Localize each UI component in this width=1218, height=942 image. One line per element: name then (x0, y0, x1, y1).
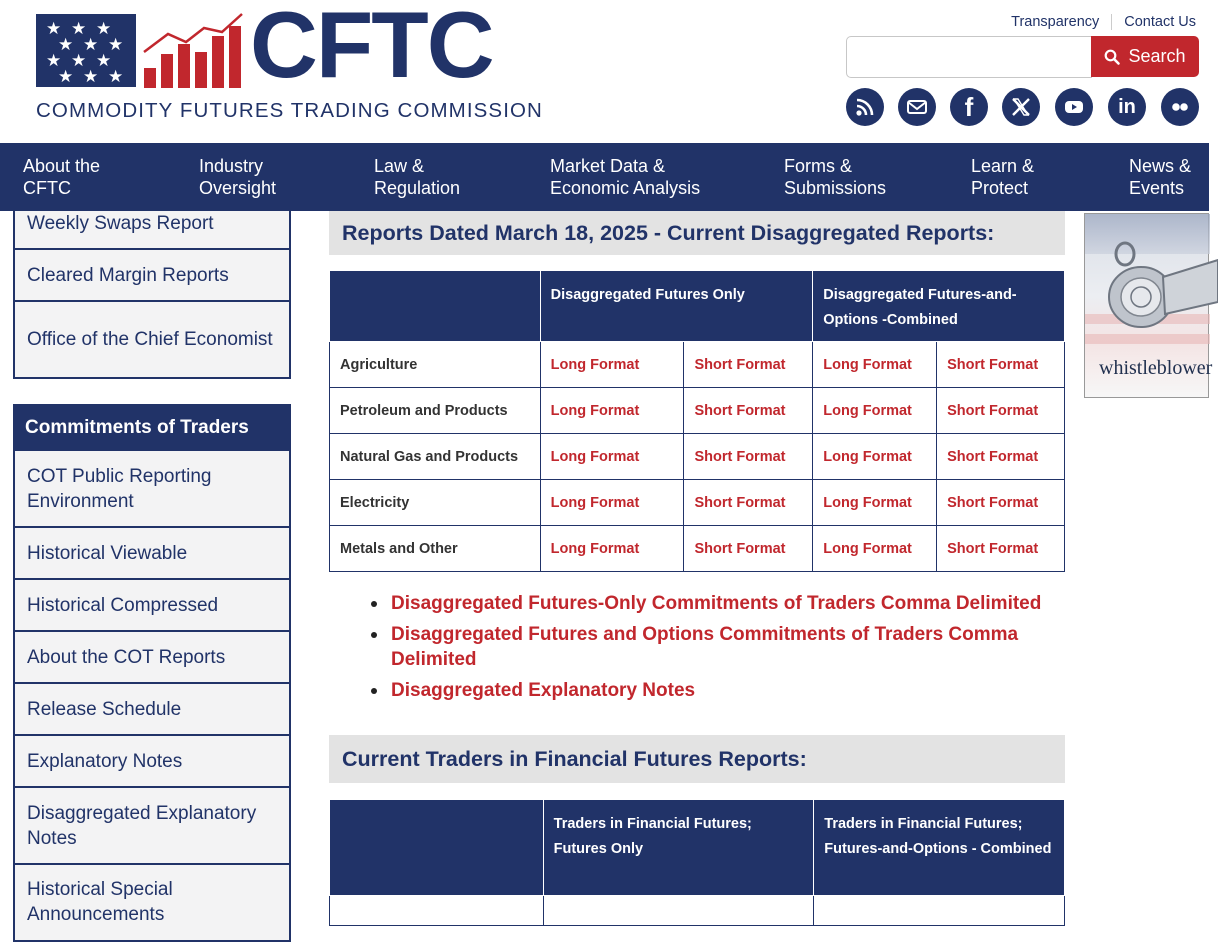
nav-label-line1: Law & (374, 156, 425, 176)
short-format-link[interactable]: Short Format (947, 402, 1039, 419)
sidebar-item-label: Disaggregated Explanatory Notes (27, 802, 257, 849)
section-title-financial-futures: Current Traders in Financial Futures Reports: (329, 735, 1065, 783)
nav-label-line2: Economic Analysis (550, 178, 701, 198)
table-row (330, 526, 1065, 572)
link-disaggregated-explanatory-notes[interactable]: Disaggregated Explanatory Notes (369, 678, 1059, 703)
search-icon (1104, 49, 1120, 65)
link-futures-options-comma-delimited[interactable]: Disaggregated Futures and Options Commitments of Traders Comma Delimited (369, 622, 1059, 672)
nav-label-line1: News & (1129, 156, 1192, 176)
transparency-link[interactable]: Transparency (1011, 14, 1100, 30)
short-format-link[interactable]: Short Format (694, 494, 786, 511)
table-header-empty (330, 271, 541, 342)
sidebar-item-release-schedule[interactable] (13, 684, 291, 736)
short-format-link[interactable]: Short Format (694, 540, 786, 557)
nav-forms-submissions[interactable] (784, 155, 886, 199)
link-futures-only-comma-delimited[interactable]: Disaggregated Futures-Only Commitments of Traders Comma Delimited (369, 591, 1059, 616)
sidebar-item-historical-viewable[interactable] (13, 528, 291, 580)
nav-news-events[interactable] (1129, 155, 1191, 199)
long-format-link[interactable]: Long Format (550, 540, 640, 557)
table-row (330, 388, 1065, 434)
row-category: Electricity (330, 480, 541, 526)
table-row (330, 896, 1065, 926)
table-header-row (330, 800, 1065, 896)
sidebar-item-label: Historical Compressed (27, 594, 219, 616)
utility-links (1011, 14, 1196, 30)
sidebar-item-weekly-swaps-report[interactable] (13, 211, 291, 250)
table-row (330, 342, 1065, 388)
sidebar-item-label: Historical Special Announcements (27, 879, 173, 925)
nav-label-line2: Protect (971, 178, 1029, 198)
search-button[interactable] (1091, 36, 1199, 77)
table-row (330, 434, 1065, 480)
divider (1111, 14, 1112, 30)
sidebar-item-label: About the COT Reports (27, 646, 226, 668)
financial-futures-table (329, 799, 1065, 926)
long-format-link[interactable]: Long Format (823, 356, 912, 373)
rss-icon[interactable] (846, 88, 884, 126)
nav-label-line2: Oversight (199, 178, 277, 198)
nav-label-line2: Submissions (784, 178, 887, 198)
row-category: Natural Gas and Products (330, 434, 541, 480)
nav-label-line1: Forms & (784, 156, 853, 176)
nav-market-data[interactable] (550, 155, 700, 199)
sidebar-heading-cot[interactable]: Commitments of Traders (13, 404, 291, 451)
table-header-tff-combined: Traders in Financial Futures; Futures-and-Options - Combined (814, 800, 1065, 896)
long-format-link[interactable]: Long Format (823, 494, 912, 511)
short-format-link[interactable]: Short Format (694, 402, 786, 419)
sidebar-item-label: COT Public Reporting Environment (27, 465, 212, 512)
sidebar-item-historical-special-announcements[interactable] (13, 865, 291, 942)
nav-law-regulation[interactable] (374, 155, 460, 199)
sidebar-item-cleared-margin-reports[interactable] (13, 250, 291, 302)
disaggregated-reports-table (329, 270, 1065, 572)
row-category: Agriculture (330, 342, 541, 388)
nav-label-line2: Events (1129, 178, 1185, 198)
nav-about-cftc[interactable] (23, 155, 100, 199)
short-format-link[interactable]: Short Format (694, 448, 786, 465)
long-format-link[interactable]: Long Format (550, 448, 640, 465)
logo-wordmark: CFTC (250, 0, 493, 97)
sidebar-item-cot-public-reporting[interactable] (13, 451, 291, 528)
logo-flag: ★ ★ ★ ★ ★ ★ ★ ★ ★ ★ ★ ★ (36, 14, 136, 87)
row-category: Metals and Other (330, 526, 541, 572)
nav-label-line1: Learn & (971, 156, 1035, 176)
nav-label-line2: CFTC (23, 178, 71, 198)
nav-label-line2: Regulation (374, 178, 461, 198)
sidebar-item-label: Cleared Margin Reports (27, 264, 229, 286)
nav-label-line1: About the (23, 156, 101, 176)
site-header (0, 0, 1209, 143)
whistleblower-promo[interactable] (1084, 213, 1213, 398)
sidebar-item-historical-compressed[interactable] (13, 580, 291, 632)
cftc-logo[interactable] (36, 0, 566, 124)
facebook-icon[interactable]: f (950, 88, 988, 126)
contact-us-link[interactable]: Contact Us (1124, 14, 1196, 30)
long-format-link[interactable]: Long Format (823, 540, 912, 557)
sidebar-item-about-cot-reports[interactable] (13, 632, 291, 684)
table-row (330, 480, 1065, 526)
short-format-link[interactable]: Short Format (947, 540, 1039, 557)
table-header-empty (330, 800, 544, 896)
sidebar-item-label: Explanatory Notes (27, 750, 183, 772)
email-icon[interactable] (898, 88, 936, 126)
long-format-link[interactable]: Long Format (823, 402, 912, 419)
row-category: Petroleum and Products (330, 388, 541, 434)
sidebar-item-label: Historical Viewable (27, 542, 188, 564)
nav-label-line1: Market Data & (550, 156, 666, 176)
whistle-icon (1103, 242, 1218, 337)
nav-learn-protect[interactable] (971, 155, 1034, 199)
short-format-link[interactable]: Short Format (694, 356, 786, 373)
flickr-icon[interactable] (1161, 88, 1199, 126)
youtube-icon[interactable] (1055, 88, 1093, 126)
main-navigation (0, 143, 1209, 211)
long-format-link[interactable]: Long Format (823, 448, 912, 465)
table-header-row (330, 271, 1065, 342)
section-title-disaggregated: Reports Dated March 18, 2025 - Current Disaggregated Reports: (329, 211, 1065, 255)
sidebar-item-label: Release Schedule (27, 698, 182, 720)
long-format-link[interactable]: Long Format (550, 402, 640, 419)
table-cell (543, 896, 814, 926)
short-format-link[interactable]: Short Format (947, 448, 1039, 465)
short-format-link[interactable]: Short Format (947, 494, 1039, 511)
table-header-futures-only: Disaggregated Futures Only (540, 271, 813, 342)
search-button-label: Search (1128, 46, 1186, 66)
nav-industry-oversight[interactable] (199, 155, 276, 199)
long-format-link[interactable]: Long Format (550, 356, 640, 373)
table-header-tff-futures-only: Traders in Financial Futures; Futures Only (543, 800, 814, 896)
promo-text: whistleblower (1099, 357, 1213, 379)
table-cell (330, 896, 544, 926)
table-header-futures-options-combined: Disaggregated Futures-and-Options -Combined (813, 271, 1065, 342)
logo-bar-chart (142, 12, 246, 88)
short-format-link[interactable]: Short Format (947, 356, 1039, 373)
nav-label-line1: Industry (199, 156, 264, 176)
left-sidebar (13, 211, 291, 925)
long-format-link[interactable]: Long Format (550, 494, 640, 511)
sidebar-item-office-chief-economist[interactable] (13, 302, 291, 379)
sidebar-item-disaggregated-explanatory-notes[interactable] (13, 788, 291, 865)
sidebar-item-explanatory-notes[interactable] (13, 736, 291, 788)
linkedin-icon[interactable]: in (1108, 88, 1146, 126)
download-links-list (369, 591, 1059, 709)
x-twitter-icon[interactable] (1002, 88, 1040, 126)
logo-subtitle: COMMODITY FUTURES TRADING COMMISSION (36, 99, 543, 122)
table-cell (814, 896, 1065, 926)
search-input[interactable] (846, 36, 1092, 78)
sidebar-item-label: Office of the Chief Economist (27, 329, 273, 350)
sidebar-item-label: Weekly Swaps Report (27, 213, 214, 234)
